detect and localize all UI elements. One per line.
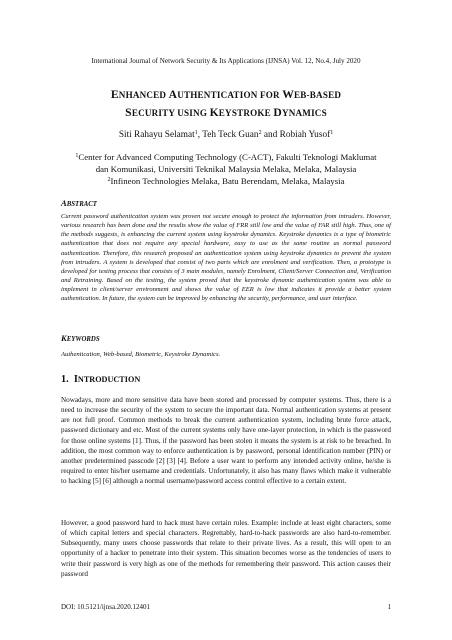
affiliations [0,151,452,188]
author-affil-mark: 1 [330,130,334,136]
author-name: Robiah Yusof [279,130,331,140]
affiliation-text: Center for Advanced Computing Technology (C-ACT), Fakulti Teknologi Maklumat [78,152,377,162]
title-smallcaps: YNAMICS [281,108,327,118]
page-number: 1 [387,603,391,611]
author-list [0,130,452,140]
heading-cap: A [61,198,67,208]
title-line-1 [0,86,452,104]
heading-smallcaps: BSTRACT [66,201,97,208]
title-cap: A [168,88,178,101]
title-cap: E [110,88,119,101]
title-smallcaps: EYSTROKE [218,108,274,118]
title-cap: D [273,106,282,119]
heading-smallcaps: NTRODUCTION [77,375,141,384]
title-line-2 [0,104,452,122]
intro-paragraph-2: However, a good password hard to hack must have certain rules. Example: include at least eight characters, some of which capital letters and special characters. Regrettably, hard-to-hack passwords are also hard-to-remember. Subsequently, many users choose passwords that relate to their private lives. As a result, this will open to an opportunity of a hacker to penetrate into their system. This situation becomes worse as the tendencies of users to write their password is very high as one of the methods for remembering their password. This action causes their password [61,519,391,578]
keywords-text: Authentication, Web-based, Biometric, Keystroke Dynamics. [61,351,221,358]
affil-mark: 1 [75,153,79,159]
title-cap: S [125,106,132,119]
affiliation-1-cont: dan Komunikasi, Universiti Teknikal Malaysia Melaka, Melaka, Malaysia [95,163,357,174]
title-cap: K [209,106,219,119]
title-smallcaps: UTHENTICATION FOR [177,90,283,100]
introduction-heading [61,374,140,385]
affil-mark: 2 [107,177,111,183]
affiliation-2 [0,175,452,188]
author-affil-mark: 2 [258,130,262,136]
affiliation-text: Infineon Technologies Melaka, Batu Berendam, Melaka, Malaysia [110,176,345,186]
footer-doi: DOI: 10.5121/ijnsa.2020.12401 [61,603,151,611]
heading-smallcaps: EYWORDS [66,336,100,343]
author-name: Siti Rahayu Selamat [118,130,195,140]
title-smallcaps: NHANCED [118,90,169,100]
title-smallcaps: ECURITY USING [131,108,210,118]
abstract-heading [61,198,97,208]
abstract-text: Current password authentication system was proven not secure enough to protect the information from intruders. However, various research has been done and the results show the value of FRR still low and the value of FAR still high. Thus, one of the methods suggests, is enhancing the current system using keystroke dynamics. Keystroke dynamics is a type of biometric authentication that does not require any special hardware, easy to use as the same routine as normal password authentication. Therefore, this research proposed an authentication system using keystroke dynamics to prevent the system from intruders. A system is developed that consist of two parts which are enrolment and verification. Then, a prototype is developed for testing process that consists of 3 main modules, namely Enrolment, Client/Server Connection and, Verification and Retraining. Based on the testing, the system proved that the keystroke dynamic authentication system was able to implement in client/server environment and shows the value of EER is low that indicates it provide a better system authentication. In future, the system can be improved by enhancing the security, performance, and user interface. [61,213,391,303]
paper-title [0,86,452,122]
heading-cap: K [61,333,67,343]
author-separator: , [197,130,203,140]
author-name: Teh Teck Guan [202,130,259,140]
intro-paragraph-1: Nowadays, more and more sensitive data have been stored and processed by computer systems. Thus, there is a need to increase the security of the system to secure the important data. Normal authentication systems at present are not full proof. Common methods to break the current authentication system, including brute force attack, password dictionary and etc. Most of the current systems only have one-layer protection, in which is the password for those online systems [1]. Thus, if the password has been stolen it means the system is at risk to be breached. In addition, the most common way to enforce authentication is by password, personal identification number (PIN) or another predetermined passcode [2] [3] [4]. Before a user want to perform any intended activity online, he/she is required to enter his/her username and credentials. Unfortunately, it also has many flaws which make it vulnerable to hacking [5] [6] although a normal username/password access control effective to a certain extent. [61,396,391,486]
title-cap: W [282,88,295,101]
affiliation-1 [0,151,452,164]
keywords-heading [61,333,100,343]
author-affil-mark: 1 [194,130,198,136]
title-smallcaps: EB-BASED [294,90,342,100]
journal-header: International Journal of Network Security & Its Applications (IJNSA) Vol. 12, No.4, July 2020 [91,57,361,65]
section-number: 1. [61,374,69,385]
heading-cap: I [73,374,78,385]
author-separator: and [261,130,280,140]
